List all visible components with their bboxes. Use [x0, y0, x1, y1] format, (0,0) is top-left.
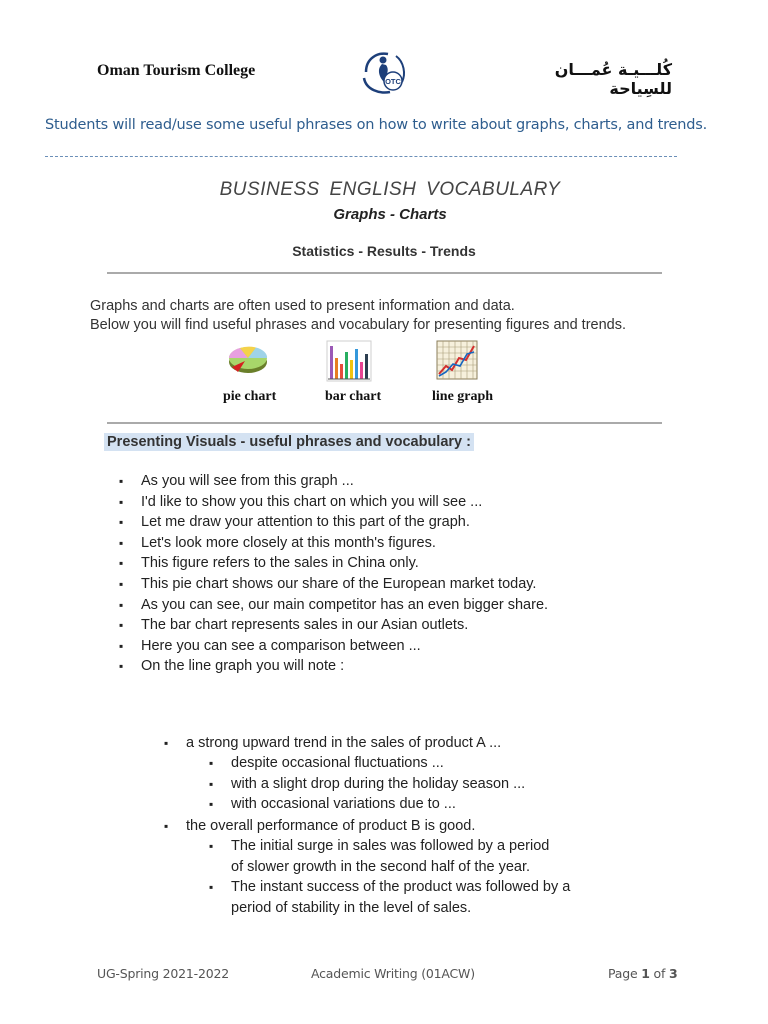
section-heading: Presenting Visuals - useful phrases and vocabulary :	[104, 433, 474, 451]
list-item: ▪ Let me draw your attention to this part of the graph.	[119, 512, 548, 533]
document-subtitle: Graphs - Charts	[333, 206, 447, 223]
topic-line: Statistics - Results - Trends	[292, 243, 476, 259]
trend-b-sublist	[209, 836, 570, 918]
page-total: 3	[668, 966, 678, 981]
otc-logo-icon	[356, 48, 412, 96]
phrases-list	[119, 471, 548, 677]
list-item: ▪ As you will see from this graph ...	[119, 471, 548, 492]
intro-line-1: Graphs and charts are often used to present information and data.	[90, 298, 515, 314]
page-prefix: Page	[608, 966, 642, 981]
list-item: ▪ the overall performance of product B is good.	[164, 816, 475, 837]
chart-label-line: line graph	[432, 389, 494, 404]
list-item: ▪ On the line graph you will note :	[119, 656, 548, 677]
chart-label-bar: bar chart	[325, 389, 382, 404]
list-item: ▪ This figure refers to the sales in China only.	[119, 553, 548, 574]
footer-page-number	[608, 966, 677, 981]
lesson-objective: Students will read/use some useful phrases on how to write about graphs, charts, and trends.	[45, 117, 708, 133]
intro-line-2: Below you will find useful phrases and vocabulary for presenting figures and trends.	[90, 317, 626, 333]
list-item-line: The instant success of the product was followed by a	[231, 879, 571, 896]
intro-paragraph	[90, 297, 626, 335]
list-item	[209, 836, 570, 877]
logo-text: OTC	[385, 77, 401, 86]
line-graph-icon	[436, 340, 478, 380]
page-current: 1	[641, 966, 650, 981]
list-item: ▪ Here you can see a comparison between ...	[119, 636, 548, 657]
list-item: ▪ with occasional variations due to ...	[209, 794, 525, 815]
chart-label-pie: pie chart	[223, 389, 277, 404]
list-item: ▪ Let's look more closely at this month's figures.	[119, 533, 548, 554]
list-item: ▪ The bar chart represents sales in our Asian outlets.	[119, 615, 548, 636]
list-item: ▪ I'd like to show you this chart on which you will see ...	[119, 492, 548, 513]
horizontal-rule	[107, 272, 662, 274]
bar-chart-icon	[326, 340, 372, 382]
horizontal-rule	[107, 422, 662, 424]
list-item: ▪ with a slight drop during the holiday season ...	[209, 774, 525, 795]
list-item: ▪ a strong upward trend in the sales of product A ...	[164, 733, 501, 754]
trend-a-sublist	[209, 753, 525, 815]
dashed-divider	[45, 156, 677, 157]
list-item-line: period of stability in the level of sales.	[231, 899, 472, 916]
list-item: ▪ This pie chart shows our share of the European market today.	[119, 574, 548, 595]
list-item-line: The initial surge in sales was followed by a period	[231, 838, 550, 854]
college-name-en: Oman Tourism College	[97, 62, 256, 79]
document-title: BUSINESS ENGLISH VOCABULARY	[219, 179, 561, 200]
list-item: ▪ despite occasional fluctuations ...	[209, 753, 525, 774]
list-item: ▪ As you can see, our main competitor has an even bigger share.	[119, 595, 548, 616]
trend-b-list	[164, 816, 475, 837]
trend-a-list	[164, 733, 501, 754]
college-name-ar: كُلـــيـة عُمـــان للسِياحة	[554, 60, 672, 98]
list-item	[209, 877, 570, 918]
footer-term: UG-Spring 2021-2022	[97, 966, 229, 981]
pie-chart-icon	[226, 341, 270, 377]
footer-course: Academic Writing (01ACW)	[311, 966, 475, 981]
list-item-line: of slower growth in the second half of the year.	[231, 858, 531, 875]
page-sep: of	[649, 966, 669, 981]
